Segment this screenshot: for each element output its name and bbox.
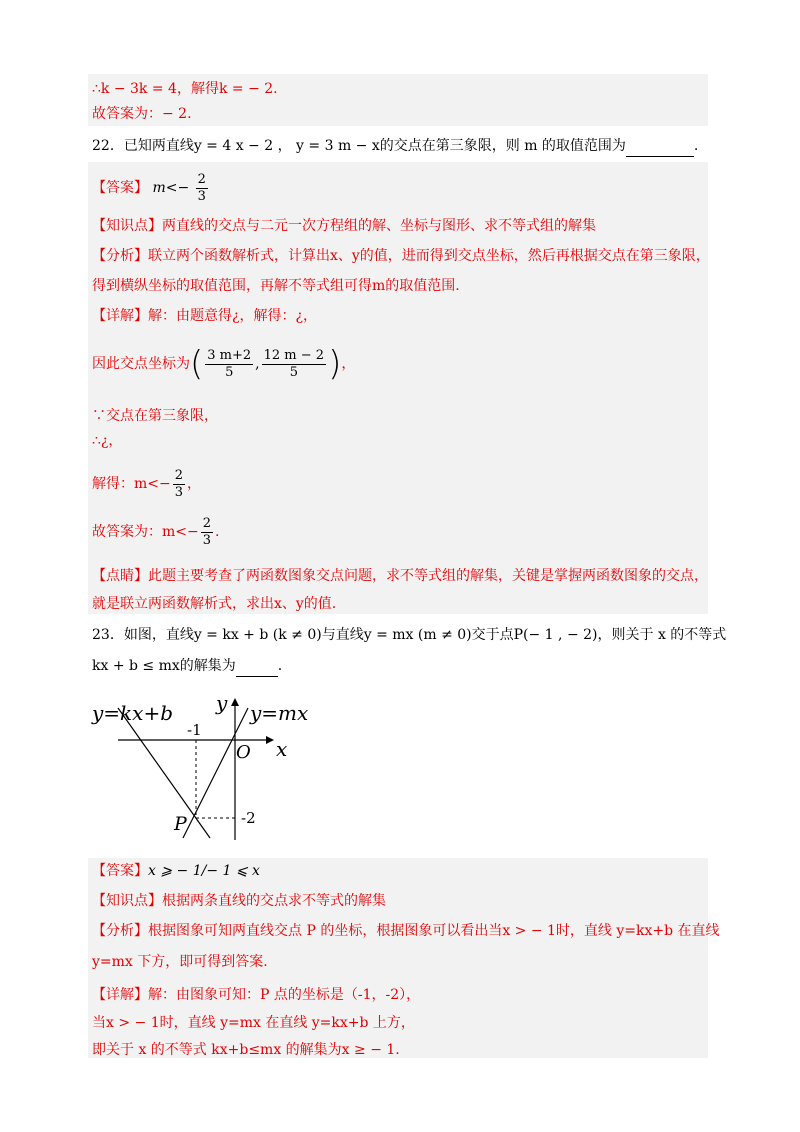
label-minus-1: -1	[187, 721, 202, 739]
label-minus-2: -2	[241, 809, 256, 827]
q23-detail-2: 当x > − 1时，直线 y=mx 在直线 y=kx+b 上方，	[92, 1015, 415, 1031]
q22-detail-2: 因此交点坐标为( $\frac{3 m+2}{5}$ , $\frac{12 m - 2}{5}$ )，	[92, 344, 356, 384]
q22-analysis-1: 【分析】联立两个函数解析式，计算出x、y的值，进而得到交点坐标，然后再根据交点在第三象限，	[92, 248, 710, 264]
q23-detail-3: 即关于 x 的不等式 kx+b≤mx 的解集为x ≥ − 1.	[92, 1042, 400, 1058]
q22-question: 22．已知两直线y = 4 x − 2 ， y = 3 m − x的交点在第三象限，则 m 的取值范围为 .	[92, 136, 698, 157]
q23-question-1: 23．如图，直线y = kx + b (k ≠ 0)与直线y = mx (m ≠ 0)交于点P(− 1 , − 2)，则关于 x 的不等式	[92, 627, 727, 643]
q23-analysis-1: 【分析】根据图象可知两直线交点 P 的坐标，根据图象可以看出当x > − 1时，直线 y=kx+b 在直线	[92, 923, 720, 939]
y-axis-arrow	[231, 698, 239, 706]
q22-detail-5: 解得：m<− $\frac{2}{3}$ ，	[92, 467, 202, 500]
q23-detail-1: 【详解】解：由图象可知：P 点的坐标是（-1，-2），	[92, 987, 421, 1003]
q23-question-2: kx + b ≤ mx的解集为 .	[92, 656, 282, 677]
label-x: x	[276, 737, 288, 761]
prev-line-2: 故答案为：− 2.	[92, 106, 192, 122]
answer-tag: 【答案】	[92, 180, 148, 196]
q22-detail-6: 故答案为：m<− $\frac{2}{3}$ .	[92, 515, 220, 548]
q22-comment-2: 就是联立两函数解析式，求出x、y的值.	[92, 596, 337, 612]
label-y: y	[216, 691, 228, 715]
q22-detail-4: ∴¿，	[92, 433, 123, 449]
q22-knowledge: 【知识点】两直线的交点与二元一次方程组的解、坐标与图形、求不等式组的解集	[92, 218, 596, 234]
label-point-p: P	[174, 813, 187, 835]
function-graph-figure	[88, 690, 308, 850]
prev-line-1: ∴k − 3k = 4，解得k = − 2.	[92, 81, 278, 97]
label-line-kx-b: y=kx+b	[92, 701, 174, 725]
q22-detail-1: 【详解】解：由题意得¿，解得：¿，	[92, 308, 318, 324]
x-axis-arrow	[266, 736, 274, 744]
q23-analysis-2: y=mx 下方，即可得到答案.	[92, 954, 268, 970]
q23-answer: 【答案】x ⩾ − 1/− 1 ⩽ x	[92, 863, 260, 879]
q23-knowledge: 【知识点】根据两条直线的交点求不等式的解集	[92, 893, 386, 909]
q22-detail-3: ∵交点在第三象限，	[92, 408, 218, 424]
label-origin: O	[236, 742, 251, 763]
q22-answer: 【答案】 m<− $\frac{2}{3}$	[92, 171, 206, 204]
label-line-mx: y=mx	[250, 701, 308, 725]
q22-comment-1: 【点睛】此题主要考查了两函数图象交点问题，求不等式组的解集，关键是掌握两函数图象的交点，	[92, 568, 708, 584]
q22-analysis-2: 得到横纵坐标的取值范围，再解不等式组可得m的取值范围.	[92, 278, 460, 294]
